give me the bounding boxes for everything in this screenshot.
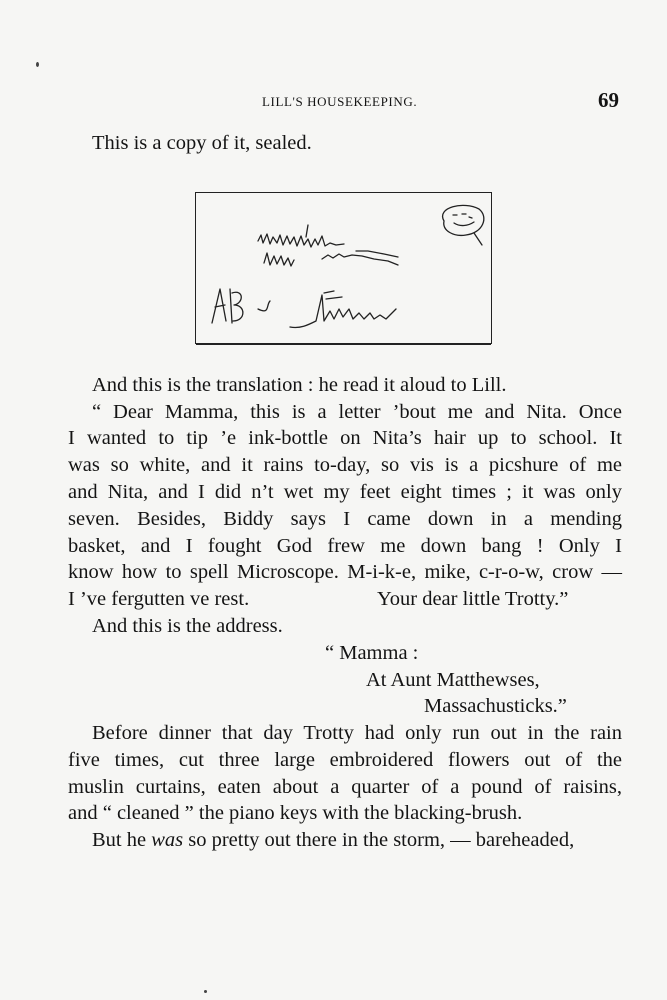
final-line-end: so pretty out there in the storm, — bareheaded, <box>183 829 575 851</box>
letter-line: seven. Besides, Biddy says I came down in a mending <box>68 508 622 530</box>
letter-illustration <box>195 192 492 344</box>
print-speck <box>36 62 39 67</box>
page-number: 69 <box>598 88 619 112</box>
final-line <box>92 829 574 852</box>
letter-line: was so white, and it rains to-day, so vis is a picshure of me <box>68 454 622 476</box>
final-line-start: But he <box>92 829 152 851</box>
letter-line: “ Dear Mamma, this is a letter ’bout me and Nita. Once <box>92 401 622 423</box>
final-line-emphasis: was <box>151 829 184 851</box>
print-speck <box>204 990 207 993</box>
stamp-face-icon <box>443 205 484 245</box>
address-line: “ Mamma : <box>325 642 419 664</box>
signature: Your dear little Trotty.” <box>377 588 569 610</box>
intro-line: This is a copy of it, sealed. <box>92 132 312 154</box>
address-line: At Aunt Matthewses, <box>366 669 540 691</box>
closing-line: Before dinner that day Trotty had only run out in the rain <box>92 722 622 744</box>
address-intro: And this is the address. <box>92 615 283 637</box>
closing-line: five times, cut three large embroidered flowers out of the <box>68 749 622 771</box>
address-line: Massachusticks.” <box>424 695 567 717</box>
closing-line: and “ cleaned ” the piano keys with the blacking-brush. <box>68 802 523 824</box>
running-head: LILL'S HOUSEKEEPING. <box>262 94 418 109</box>
letter-line: and Nita, and I did n’t wet my feet eight times ; it was only <box>68 481 622 503</box>
letter-last-line: I ’ve fergutten ve rest. <box>68 588 250 610</box>
letter-line: basket, and I fought God frew me down bang ! Only I <box>68 535 622 557</box>
scribbled-letter-illustration-icon <box>196 193 491 343</box>
letter-line: know how to spell Microscope. M-i-k-e, mike, c-r-o-w, crow — <box>68 561 622 583</box>
translation-intro: And this is the translation : he read it aloud to Lill. <box>92 374 507 396</box>
letter-line: I wanted to tip ’e ink-bottle on Nita’s hair up to school. It <box>68 427 622 449</box>
closing-line: muslin curtains, eaten about a quarter of a pound of raisins, <box>68 776 622 798</box>
